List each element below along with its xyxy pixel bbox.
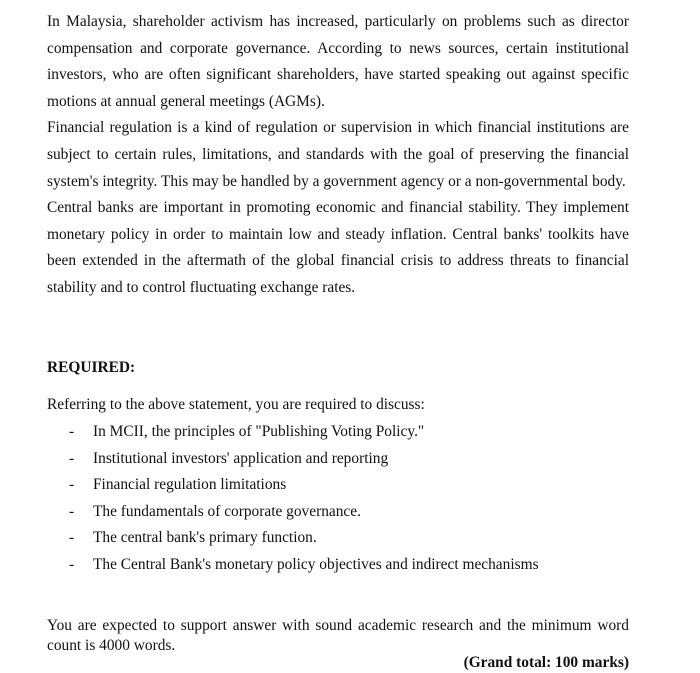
paragraph-central-banks: Central banks are important in promoting economic and financial stability. They implement monetary policy in order to maintain low and steady inflation. Central banks' toolkits have been extended in the aftermath of the global financial crisis to address threats to financial stability and to control fluctuating exchange rates. — [47, 199, 629, 296]
list-item — [47, 422, 539, 449]
required-intro: Referring to the above statement, you are required to discuss: — [47, 396, 425, 413]
list-item-text: The fundamentals of corporate governance. — [93, 502, 361, 520]
bullet-dash: - — [69, 423, 75, 440]
bullet-dash: - — [69, 502, 75, 520]
bullet-dash: - — [69, 449, 75, 467]
required-list — [47, 422, 539, 582]
list-item-text: The central bank's primary function. — [93, 529, 317, 547]
list-item — [47, 555, 539, 582]
bullet-dash: - — [69, 476, 75, 494]
bullet-dash: - — [69, 529, 75, 547]
document-page — [47, 9, 629, 671]
paragraph-financial-regulation: Financial regulation is a kind of regulation or supervision in which financial institutions are subject to certain rules, limitations, and standards with the goal of preserving the financial system's integrity. This may be handled by a government agency or a non-governmental body. — [47, 119, 629, 190]
list-item-text: The Central Bank's monetary policy objectives and indirect mechanisms — [93, 555, 539, 573]
list-item — [47, 475, 539, 502]
list-item-text: In MCII, the principles of "Publishing Voting Policy." — [93, 423, 425, 440]
grand-total: (Grand total: 100 marks) — [463, 654, 629, 671]
list-item — [47, 528, 539, 555]
list-item-text: Financial regulation limitations — [93, 476, 287, 494]
required-heading: REQUIRED: — [47, 359, 136, 376]
list-item-text: Institutional investors' application and reporting — [93, 449, 389, 467]
list-item — [47, 502, 539, 529]
paragraph-shareholder-activism: In Malaysia, shareholder activism has increased, particularly on problems such as director compensation and corporate governance. According to news sources, certain institutional investors, who are often significant shareholders, have started speaking out against specific motions at annual general meetings (AGMs). — [47, 13, 629, 110]
list-item — [47, 449, 539, 476]
closing-instruction: You are expected to support answer with sound academic research and the minimum word count is 4000 words. — [47, 617, 629, 654]
bullet-dash: - — [69, 555, 75, 573]
